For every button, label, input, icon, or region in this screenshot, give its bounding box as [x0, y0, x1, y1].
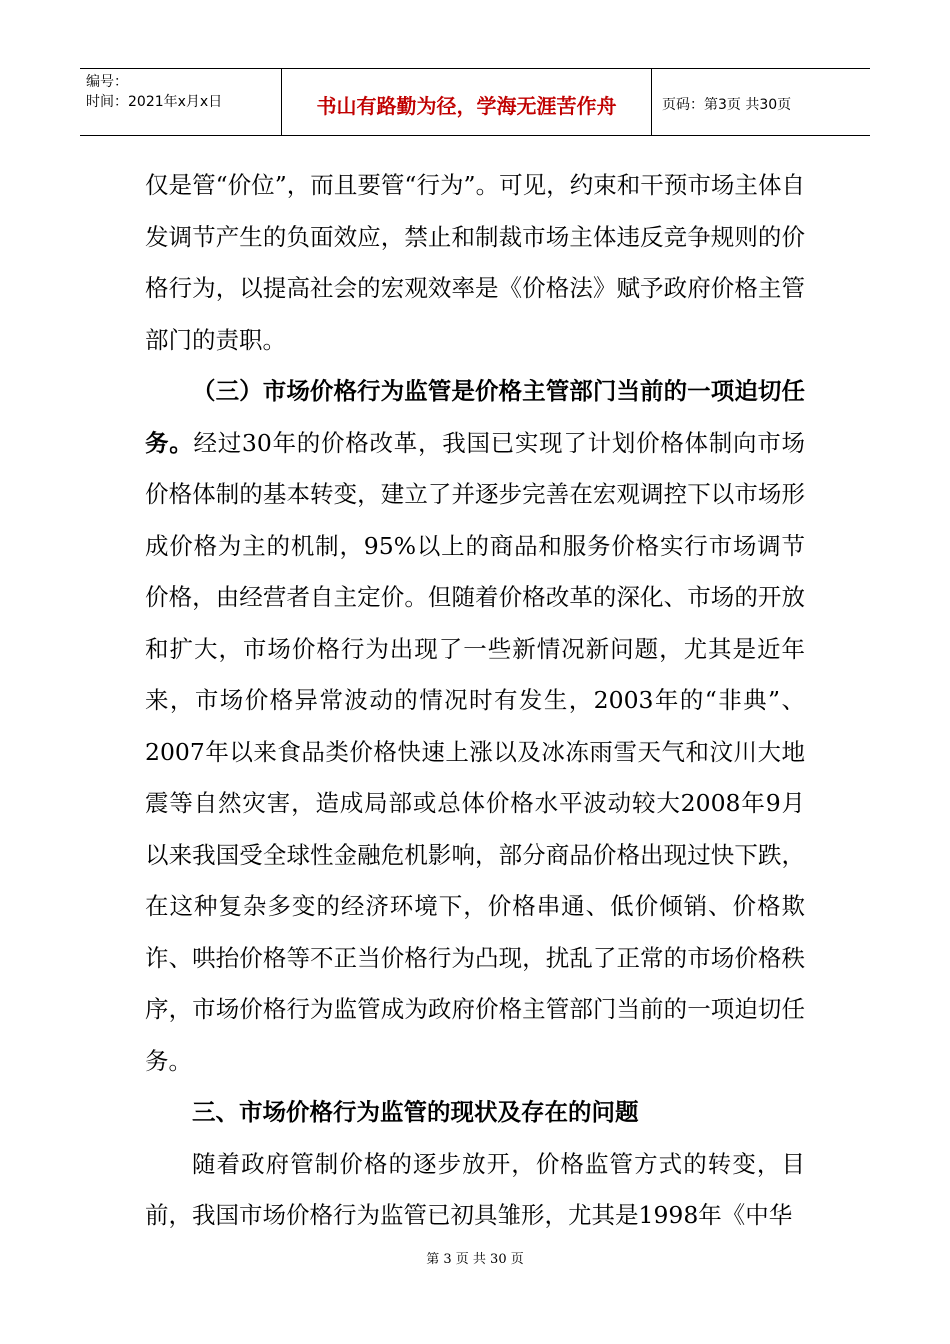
- document-body: [145, 160, 805, 1242]
- document-time: 时间：2021年x月x日: [86, 94, 223, 110]
- paragraph-3: 随着政府管制价格的逐步放开，价格监管方式的转变，目前，我国市场价格行为监管已初具雏形，尤其是1998年《中华: [145, 1149, 805, 1229]
- paragraph-2-text: 经过30年的价格改革，我国已实现了计划价格体制向市场价格体制的基本转变，建立了并逐步完善在宏观调控下以市场形成价格为主的机制，95%以上的商品和服务价格实行市场调节价格，由经营者自主定价。但随着价格改革的深化、市场的开放和扩大，市场价格行为出现了一些新情况新问题，尤其是近年来，市场价格异常波动的情况时有发生，2003年的“非典”、2007年以来食品类价格快速上涨以及冰冻雨雪天气和汶川大地震等自然灾害，造成局部或总体价格水平波动较大2008年9月以来我国受全球性金融危机影响，部分商品价格出现过快下跌，在这种复杂多变的经济环境下，价格串通、低价倾销、价格欺诈、哄抬价格等不正当价格行为凸现，扰乱了正常的市场价格秩序，市场价格行为监管成为政府价格主管部门当前的一项迫切任务。: [145, 428, 805, 1075]
- chapter-heading-3: 三、市场价格行为监管的现状及存在的问题: [192, 1098, 639, 1126]
- header-motto: 书山有路勤为径，学海无涯苦作舟: [282, 69, 652, 135]
- paragraph-1: 仅是管“价位”，而且要管“行为”。可见，约束和干预市场主体自发调节产生的负面效应，禁止和制裁市场主体违反竞争规则的价格行为，以提高社会的宏观效率是《价格法》赋予政府价格主管部门的责职。: [145, 171, 805, 354]
- header-meta: [80, 69, 282, 135]
- page-header: [80, 68, 870, 136]
- section-heading-3: （三）市场价格行为监管是价格主管部门当前的一项迫切任务。: [145, 377, 805, 457]
- document-number: 编号：: [86, 74, 128, 90]
- page-footer: 第 3 页 共 30 页: [426, 1252, 524, 1267]
- paragraph-2: [145, 366, 805, 1087]
- header-page-number: 页码：第3页 共30页: [662, 97, 792, 113]
